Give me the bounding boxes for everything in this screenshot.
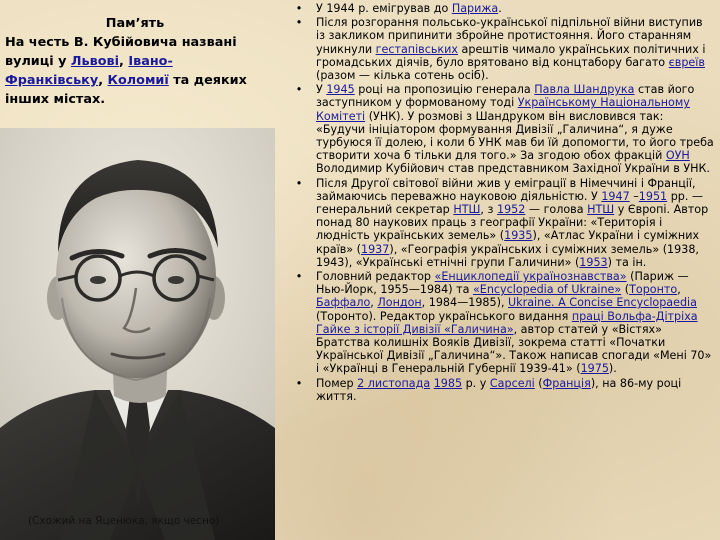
link-1952[interactable]: 1952 (496, 203, 526, 217)
bullet-icon: • (295, 83, 303, 97)
link-1951[interactable]: 1951 (638, 189, 668, 203)
caption-text-after: та деяких інших містах. (5, 73, 247, 107)
portrait-image (0, 128, 275, 540)
link-1937[interactable]: 1937 (361, 242, 390, 256)
link-1945[interactable]: 1945 (326, 83, 355, 97)
link-oun[interactable]: ОУН (665, 149, 690, 163)
link-lviv[interactable]: Львові (70, 54, 120, 69)
list-item: • У 1945 році на пропозицію генерала Павла Шандрука став його заступником у формованому тоді Українському Національному Комітеті (УНК). У розмові з Шандруком він висловився так: «Будучи ініціатором формування Дивізії „Галичина“, я дуже турбуюся її долею, і коли б УНК мав би їй допомогти, то його треба створити хоча б тільки для того.» За згодою обох фракцій ОУН Володимир Кубійович став представником Західної України в УНК. (295, 83, 714, 176)
link-1985[interactable]: 1985 (433, 376, 463, 390)
link-ntsh[interactable]: НТШ (453, 203, 481, 217)
link-1935[interactable]: 1935 (504, 229, 533, 243)
link-ukrainian-national-committee[interactable]: Українському Національному Комітеті (316, 96, 690, 123)
caption-separator: , (98, 73, 108, 88)
link-toronto[interactable]: Торонто (629, 283, 678, 297)
link-sarcelles[interactable]: Сарселі (489, 376, 535, 390)
caption-text-before: На честь В. Кубійовича названі вулиці у (5, 35, 237, 69)
bullet-icon: • (295, 270, 303, 284)
link-heike-work[interactable]: праці Вольфа-Дітріха Гайке з історії Дивізії «Галичина» (316, 309, 698, 336)
link-france[interactable]: Франція (542, 376, 591, 390)
link-gestapo[interactable]: гестапівських (375, 42, 458, 56)
photo-caption: (Схожий на Яценюка, якщо чесно) (28, 515, 220, 527)
link-kolomyia[interactable]: Коломиї (107, 73, 169, 88)
caption-title: Пам’ять (105, 16, 165, 31)
link-ntsh-europe[interactable]: НТШ (587, 203, 615, 217)
link-jews[interactable]: євреїв (668, 55, 705, 69)
link-concise-encyclopaedia[interactable]: Ukraine. A Concise Encyclopaedia (508, 296, 697, 310)
bullet-icon: • (295, 2, 303, 15)
link-buffalo[interactable]: Баффало (316, 296, 371, 310)
link-1953[interactable]: 1953 (579, 255, 608, 269)
link-encyclopedia-of-ukraine[interactable]: «Encyclopedia of Ukraine» (472, 283, 622, 297)
list-item: • Після Другої світової війни жив у еміграції в Німеччині і Франції, займаючись переважно науковою діяльністю. У 1947 –1951 рр. — генеральний секретар НТШ, з 1952 — голова НТШ у Європі. Автор понад 80 наукових праць з географії України: «Територія і людність українських земель» (1935), «Атлас України і суміжних країв» (1937), «Географія українських і суміжних земель» (1938, 1943), «Українські етнічні групи Галичини» (1953) та ін. (295, 176, 709, 269)
caption-separator: , (119, 54, 129, 69)
link-2-november[interactable]: 2 листопада (357, 376, 431, 390)
caption-body (0, 33, 270, 109)
link-1975[interactable]: 1975 (580, 362, 609, 376)
bullet-icon: • (295, 176, 303, 190)
list-item: • Після розгорання польсько-української підпільної війни виступив із закликом припинити збройне протистояння. Його старанням уникнули гестапівських арештів чимало українських політичних і громадських діячів, було врятовано від концтабору багато євреїв (разом — кілька сотень осіб). (295, 16, 706, 83)
link-ivano-frankivsk[interactable]: Івано-Франківську (5, 54, 173, 88)
bullet-icon: • (295, 16, 303, 30)
memory-caption (0, 14, 270, 109)
link-paris[interactable]: Парижа (451, 2, 499, 15)
link-1947[interactable]: 1947 (601, 189, 630, 203)
link-london[interactable]: Лондон (377, 296, 422, 310)
bullet-icon: • (295, 376, 303, 390)
list-item: • У 1944 р. емігрував до Парижа. (295, 2, 502, 15)
list-item: • Помер 2 листопада 1985 р. у Сарселі (Франція), на 86-му році життя. (295, 376, 682, 403)
list-item: • Головний редактор «Енциклопедії українознавства» (Париж — Нью-Йорк, 1955—1984) та «Encyclopedia of Ukraine» (Торонто, Баффало, Лондон, 1984—1985), Ukraine. A Concise Encyclopaedia (Торонто). Редактор українського видання праці Вольфа-Дітріха Гайке з історії Дивізії «Галичина», автор статей у «Вістях» Братства колишніх Вояків Дивізії, зокрема статті «Початки Української Дивізії „Галичина“». Також написав спогади «Мені 70» і «Українці в Генеральній Губернії 1939-41» (1975). (295, 270, 712, 376)
biography-bullet-list (294, 2, 714, 403)
link-pavlo-shandruk[interactable]: Павла Шандрука (534, 83, 635, 97)
portrait-photo (0, 128, 275, 540)
link-encyclopedia-ukrainoznavstva[interactable]: «Енциклопедії українознавства» (434, 270, 627, 284)
